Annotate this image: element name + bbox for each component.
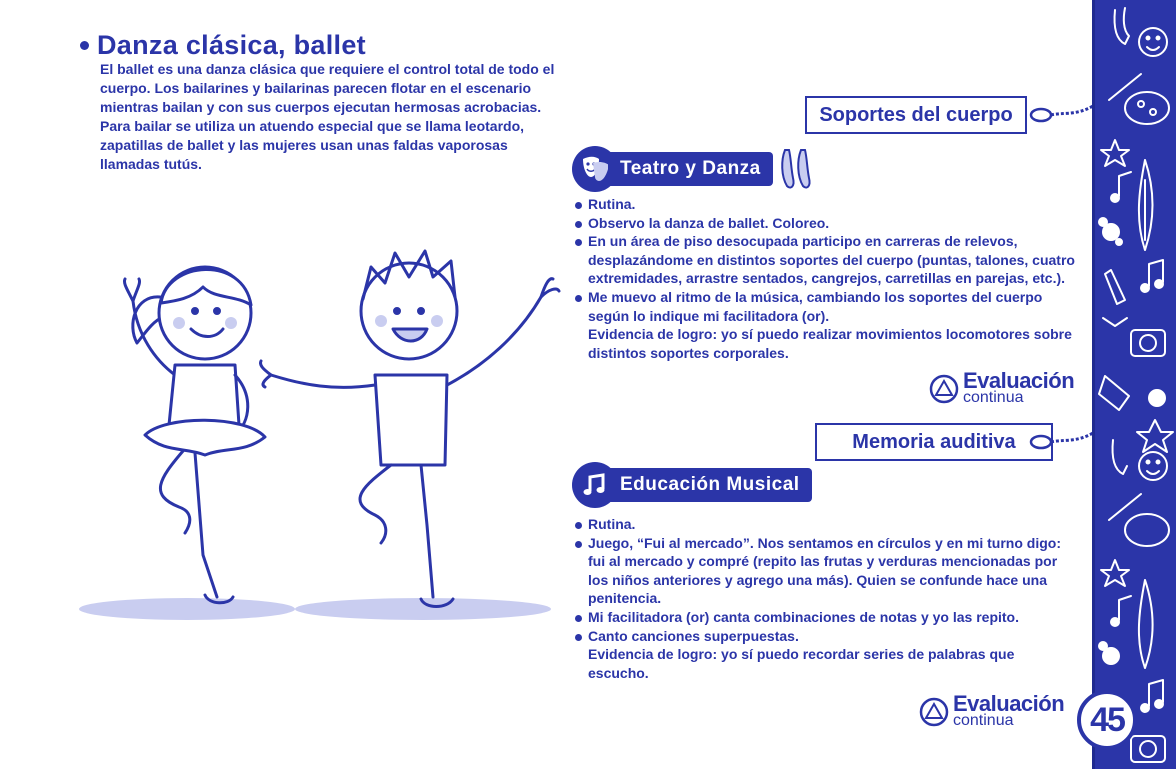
intro-paragraph: El ballet es una danza clásica que requiere el control total de todo el cuerpo. Los bailarines y bailarinas parecen flotar en el escenario mientras bailan y con sus cuerpos ejecutan hermosas acrobacias. Para bailar se utiliza un atuendo especial que se llama leotardo, zapatillas de ballet y las mujeres usan unas faldas vaporosas llamadas tutús. [100,61,555,172]
evidence-label: Evidencia de logro [588,646,713,663]
list-item: Rutina. [574,515,1074,534]
list-item: Observo la danza de ballet. Coloreo. [574,214,1084,233]
list-item: Mi facilitadora (or) canta combinaciones de notas y yo las repito. [574,608,1074,627]
list-item: Rutina. [574,195,1084,214]
evaluation-subtitle: continua [953,712,1014,729]
arts-pattern-icon [1095,0,1176,769]
evaluation-badge [918,691,1065,729]
evidence-line [574,645,1074,682]
section-heading [80,30,366,61]
evaluation-icon [918,696,950,728]
subject-banner-label: Educación Musical [608,468,812,502]
evidence-text: : yo sí puedo realizar movimientos locomotores sobre distintos soportes corporales. [588,326,1072,361]
subject-educacion-musical [572,462,812,508]
girl-dancer [124,267,265,603]
evaluation-badge [928,368,1075,406]
boy-dancer [260,251,559,607]
dancing-children-illustration [75,225,565,625]
page-number-badge [1077,690,1137,750]
evaluation-subtitle: continua [963,389,1024,406]
ballet-shoes-icon [777,146,817,192]
evaluation-title: Evaluación [953,691,1065,716]
musical-activity-list [574,515,1074,682]
tag-soportes-del-cuerpo: Soportes del cuerpo [805,96,1027,134]
page-title: Danza clásica, ballet [97,30,366,60]
tag-memoria-auditiva: Memoria auditiva [815,423,1053,461]
evidence-text: : yo sí puedo recordar series de palabras que escucho. [588,646,1015,681]
evaluation-icon [928,373,960,405]
subject-teatro-y-danza [572,146,817,192]
list-item: En un área de piso desocupada participo en carreras de relevos, desplazándome en distintos soportes del cuerpo (puntas, talones, cuatro extremidades, arrastre sentados, cangrejos, carretillas en parejas, etc.). [574,232,1084,288]
list-item: Canto canciones superpuestas. [574,627,1074,646]
subject-banner-label: Teatro y Danza [608,152,773,186]
evidence-line [574,325,1084,362]
list-item: Juego, “Fui al mercado”. Nos sentamos en círculos y en mi turno digo: fui al mercado y compré (repito las frutas y verduras mencionadas por los niños anteriores y agrego una más). Quien se confunde hace una penitencia. [574,534,1074,608]
page-number: 45 [1090,700,1124,739]
teatro-activity-list [574,195,1084,362]
title-bullet [80,41,89,50]
decorative-sidebar [1092,0,1176,769]
evaluation-title: Evaluación [963,368,1075,393]
list-item: Me muevo al ritmo de la música, cambiando los soportes del cuerpo según lo indique mi facilitadora (or). [574,288,1084,325]
ground-shadows [79,598,551,620]
evidence-label: Evidencia de logro [588,326,713,343]
tag-cord-icon [1027,100,1097,130]
tag-cord-icon [1027,427,1097,457]
